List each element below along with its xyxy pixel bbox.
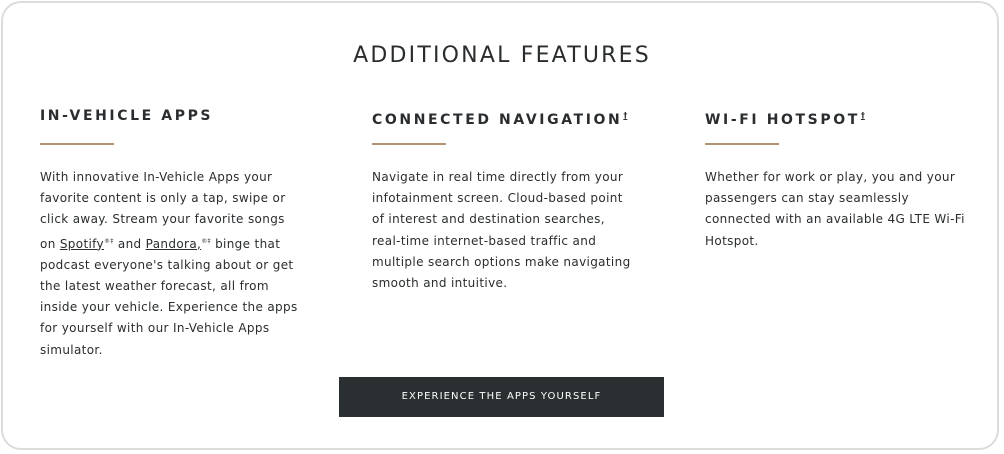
accent-divider xyxy=(40,143,114,145)
feature-title: CONNECTED NAVIGATION† xyxy=(372,111,628,128)
section-heading: ADDITIONAL FEATURES xyxy=(353,43,651,68)
footnote-mark[interactable]: † xyxy=(860,111,865,120)
accent-divider xyxy=(705,143,779,145)
footnote-mark[interactable]: ®‡ xyxy=(201,237,211,245)
feature-description: Navigate in real time directly from your infotainment screen. Cloud-based point of interest and destination searches, real-time internet-based traffic and multiple search options make navigating smooth and intuitive. xyxy=(372,170,631,291)
feature-description: Whether for work or play, you and your passengers can stay seamlessly connected with an available 4G LTE Wi-Fi Hotspot. xyxy=(705,170,965,248)
feature-title: IN-VEHICLE APPS xyxy=(40,108,214,124)
feature-description: With innovative In-Vehicle Apps your favorite content is only a tap, swipe or click away. Stream your favorite songs on Spotify®‡ and Pandora,®‡ binge that podcast everyone's talking about or get the latest weather forecast, all from inside your vehicle. Experience the apps for yourself with our In-Vehicle Apps simulator. xyxy=(40,170,298,357)
accent-divider xyxy=(372,143,446,145)
spotify-link[interactable]: Spotify xyxy=(59,236,104,251)
pandora-link[interactable]: Pandora, xyxy=(145,236,202,251)
feature-wifi-hotspot xyxy=(705,106,967,252)
feature-in-vehicle-apps xyxy=(40,106,302,361)
feature-title: WI-FI HOTSPOT† xyxy=(705,111,865,128)
footnote-mark[interactable]: ®‡ xyxy=(104,237,114,245)
feature-connected-navigation xyxy=(372,106,634,294)
experience-apps-button[interactable]: EXPERIENCE THE APPS YOURSELF xyxy=(339,377,664,417)
footnote-mark[interactable]: † xyxy=(623,111,628,120)
